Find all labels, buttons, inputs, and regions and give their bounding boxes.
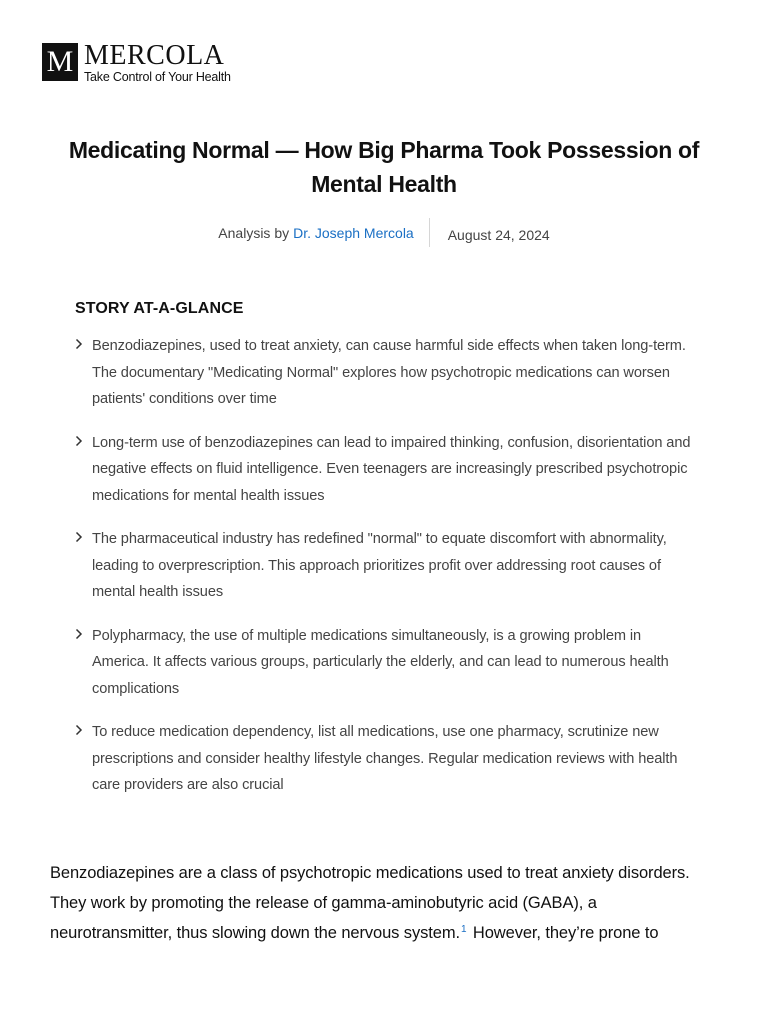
publish-date: August 24, 2024 <box>447 226 550 243</box>
chevron-right-icon <box>75 719 92 799</box>
chevron-right-icon <box>75 430 92 510</box>
chevron-right-icon <box>75 526 92 606</box>
byline-author-block <box>218 218 428 247</box>
glance-item-text: To reduce medication dependency, list all medications, use one pharmacy, scrutinize new prescriptions and consider healthy lifestyle changes. Regular medication reviews with health care providers are also crucial <box>92 724 678 793</box>
paragraph-text: Benzodiazepines are a class of psychotropic medications used to treat anxiety disorders. They work by promoting the release of gamma-aminobutyric acid (GABA), a neurotransmitter, thus slowing down the nervous system. <box>50 864 690 942</box>
byline-prefix: Analysis by <box>218 224 290 241</box>
logo-tagline: Take Control of Your Health <box>84 70 231 84</box>
glance-item <box>75 623 695 703</box>
paragraph-text-continued: However, they’re prone to <box>472 924 659 942</box>
mercola-logo[interactable] <box>42 40 231 84</box>
chevron-right-icon <box>75 333 92 413</box>
footnote-link[interactable]: 1 <box>460 923 467 935</box>
article-paragraph <box>50 858 722 948</box>
logo-brand: MERCOLA <box>84 40 225 71</box>
glance-item <box>75 333 695 413</box>
logo-mark: M <box>42 43 78 81</box>
story-at-a-glance-list <box>75 333 695 816</box>
glance-item-text: Long-term use of benzodiazepines can lead to impaired thinking, confusion, disorientation and negative effects on fluid intelligence. Even teenagers are increasingly prescribed psychotropic medications for mental health issues <box>92 434 691 504</box>
article-title: Medicating Normal — How Big Pharma Took Possession of Mental Health <box>68 137 700 197</box>
author-link[interactable]: Dr. Joseph Mercola <box>293 224 414 241</box>
glance-item-text: Polypharmacy, the use of multiple medications simultaneously, is a growing problem in America. It affects various groups, particularly the elderly, and can lead to numerous health complications <box>92 627 669 697</box>
logo-text <box>84 40 231 84</box>
glance-item <box>75 526 695 606</box>
byline <box>0 218 768 247</box>
story-at-a-glance-heading: STORY AT-A-GLANCE <box>75 300 244 317</box>
glance-item <box>75 430 695 510</box>
glance-item <box>75 719 695 799</box>
glance-item-text: Benzodiazepines, used to treat anxiety, can cause harmful side effects when taken long-term. The documentary "Medicating Normal" explores how psychotropic medications can worsen patients' conditions over time <box>92 338 686 407</box>
chevron-right-icon <box>75 623 92 703</box>
glance-item-text: The pharmaceutical industry has redefined "normal" to equate discomfort with abnormality, leading to overprescription. This approach prioritizes profit over addressing root causes of mental health issues <box>92 531 667 600</box>
